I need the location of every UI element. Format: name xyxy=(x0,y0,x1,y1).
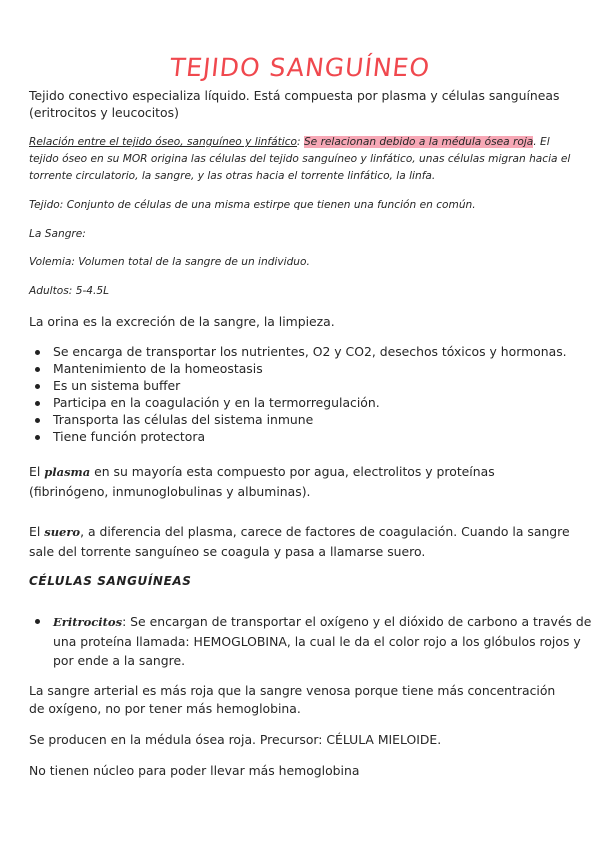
orina-paragraph: La orina es la excreción de la sangre, la limpieza. xyxy=(29,314,335,329)
eritrocitos-word: Eritrocitos xyxy=(53,615,123,629)
relacion-highlight: Se relacionan debido a la médula ósea roja xyxy=(303,136,534,148)
relacion-paragraph xyxy=(29,134,574,185)
producen-paragraph: Se producen en la médula ósea roja. Precursor: CÉLULA MIELOIDE. xyxy=(29,732,442,747)
suero-paragraph xyxy=(29,522,574,562)
list-item: Es un sistema buffer xyxy=(29,377,574,394)
tejido-definition: Tejido: Conjunto de células de una misma estirpe que tienen una función en común. xyxy=(29,199,476,211)
plasma-word: plasma xyxy=(44,465,91,479)
list-item: Mantenimiento de la homeostasis xyxy=(29,360,574,377)
section-title: CÉLULAS SANGUÍNEAS xyxy=(29,574,192,588)
arterial-paragraph: La sangre arterial es más roja que la sangre venosa porque tiene más concentración de oxígeno, no por tener más hemoglobina. xyxy=(29,683,556,716)
nucleo-paragraph: No tienen núcleo para poder llevar más hemoglobina xyxy=(29,763,360,778)
relacion-colon: : xyxy=(297,136,304,148)
suero-pre: El xyxy=(29,524,45,539)
la-sangre-heading: La Sangre: xyxy=(29,228,86,240)
relacion-rest: . El tejido óseo en su MOR origina las células del tejido sanguíneo y linfático, unas células migran hacia el torrente circulatorio, la sangre, y las otras hacia el torrente linfático, la linfa. xyxy=(29,136,571,182)
list-item: Transporta las células del sistema inmune xyxy=(29,411,574,428)
suero-word: suero xyxy=(44,525,81,539)
list-item: Participa en la coagulación y en la termorregulación. xyxy=(29,394,574,411)
plasma-rest: en su mayoría esta compuesto por agua, electrolitos y proteínas (fibrinógeno, inmunoglobulinas y albuminas). xyxy=(29,464,495,499)
functions-list xyxy=(29,343,574,445)
eritrocitos-rest: : Se encargan de transportar el oxígeno y el dióxido de carbono a través de una proteína llamada: HEMOGLOBINA, la cual le da el color rojo a los glóbulos rojos y por ende a la sangre. xyxy=(53,614,592,668)
page-title: TEJIDO SANGUÍNEO xyxy=(168,52,432,82)
list-item: Tiene función protectora xyxy=(29,428,574,445)
intro-paragraph: Tejido conectivo especializa líquido. Está compuesta por plasma y células sanguíneas (eritrocitos y leucocitos) xyxy=(29,88,560,120)
plasma-paragraph xyxy=(29,462,574,502)
volemia-definition: Volemia: Volumen total de la sangre de un individuo. xyxy=(29,256,310,268)
relacion-label: Relación entre el tejido óseo, sanguíneo y linfático xyxy=(29,136,298,148)
suero-rest: , a diferencia del plasma, carece de factores de coagulación. Cuando la sangre sale del torrente sanguíneo se coagula y pasa a llamarse suero. xyxy=(29,524,570,559)
plasma-pre: El xyxy=(29,464,45,479)
adultos-value: Adultos: 5-4.5L xyxy=(29,285,110,297)
eritrocitos-paragraph xyxy=(35,612,593,670)
list-item: Se encarga de transportar los nutrientes, O2 y CO2, desechos tóxicos y hormonas. xyxy=(29,343,574,360)
bullet-dot xyxy=(35,619,40,624)
